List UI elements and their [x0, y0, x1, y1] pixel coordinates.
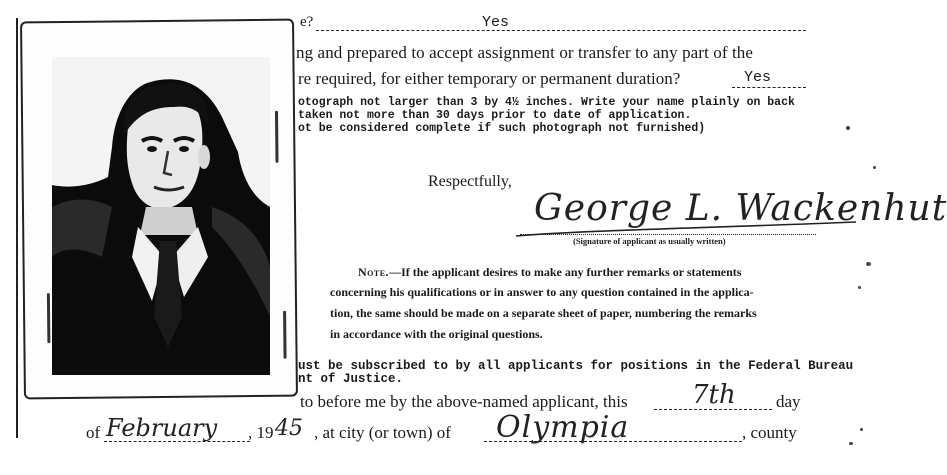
- line1-fragment: e?: [300, 14, 314, 30]
- duration-question: re required, for either temporary or permanent duration?: [298, 69, 681, 88]
- transfer-question: ng and prepared to accept assignment or transfer to any part of the: [296, 43, 754, 62]
- speck: [860, 428, 863, 431]
- oath-line-2: nt of Justice.: [298, 372, 404, 386]
- sworn-day: 7th: [692, 380, 736, 410]
- oath-line-1: ust be subscribed to by all applicants for positions in the Federal Bureau: [298, 359, 854, 373]
- sworn-text: to before me by the above-named applicant, this: [300, 392, 628, 411]
- photo-note-1: otograph not larger than 3 by 4½ inches. Write your name plainly on back: [298, 96, 795, 109]
- speck: [849, 442, 853, 445]
- city-label: , at city (or town) of: [314, 423, 451, 442]
- signature-caption: (Signature of applicant as usually written): [573, 236, 726, 246]
- signature-line: [520, 234, 816, 235]
- note-heading: Note.: [358, 265, 390, 279]
- speck: [873, 166, 876, 169]
- mount-clip-left-bottom: [47, 293, 51, 343]
- of-label: of: [86, 423, 101, 442]
- mount-clip-right-bottom: [283, 311, 287, 359]
- speck: [846, 126, 850, 130]
- speck: [866, 262, 871, 266]
- note-line-1-text: —If the applicant desires to make any further remarks or statements: [389, 265, 742, 279]
- note-line-1: [358, 265, 741, 280]
- photo-note-3: ot be considered complete if such photograph not furnished): [298, 122, 706, 135]
- line1-answer-line: [316, 30, 806, 31]
- note-line-2: concerning his qualifications or in answer to any question contained in the applica-: [330, 285, 754, 299]
- year-prefix: , 19: [248, 423, 274, 442]
- closing-text: Respectfully,: [428, 173, 512, 190]
- applicant-signature: George L. Wackenhut: [534, 188, 947, 229]
- duration-answer-line: [732, 87, 806, 88]
- form-left-border: [16, 18, 18, 438]
- mount-clip-right-top: [275, 111, 279, 163]
- city: Olympia: [496, 410, 630, 445]
- portrait-image: [52, 57, 270, 375]
- note-line-4: in accordance with the original questions.: [330, 327, 543, 341]
- speck: [858, 286, 861, 289]
- day-label: day: [776, 392, 801, 411]
- note-line-3: tion, the same should be made on a separate sheet of paper, numbering the remarks: [330, 306, 757, 320]
- applicant-photograph: [52, 57, 270, 375]
- photo-note-2: taken not more than 30 days prior to date of application.: [298, 109, 692, 122]
- county-label: , county: [742, 423, 797, 442]
- month: February: [106, 414, 218, 442]
- year-suffix: 45: [275, 416, 303, 441]
- line1-answer: Yes: [482, 14, 510, 31]
- duration-answer: Yes: [744, 69, 772, 86]
